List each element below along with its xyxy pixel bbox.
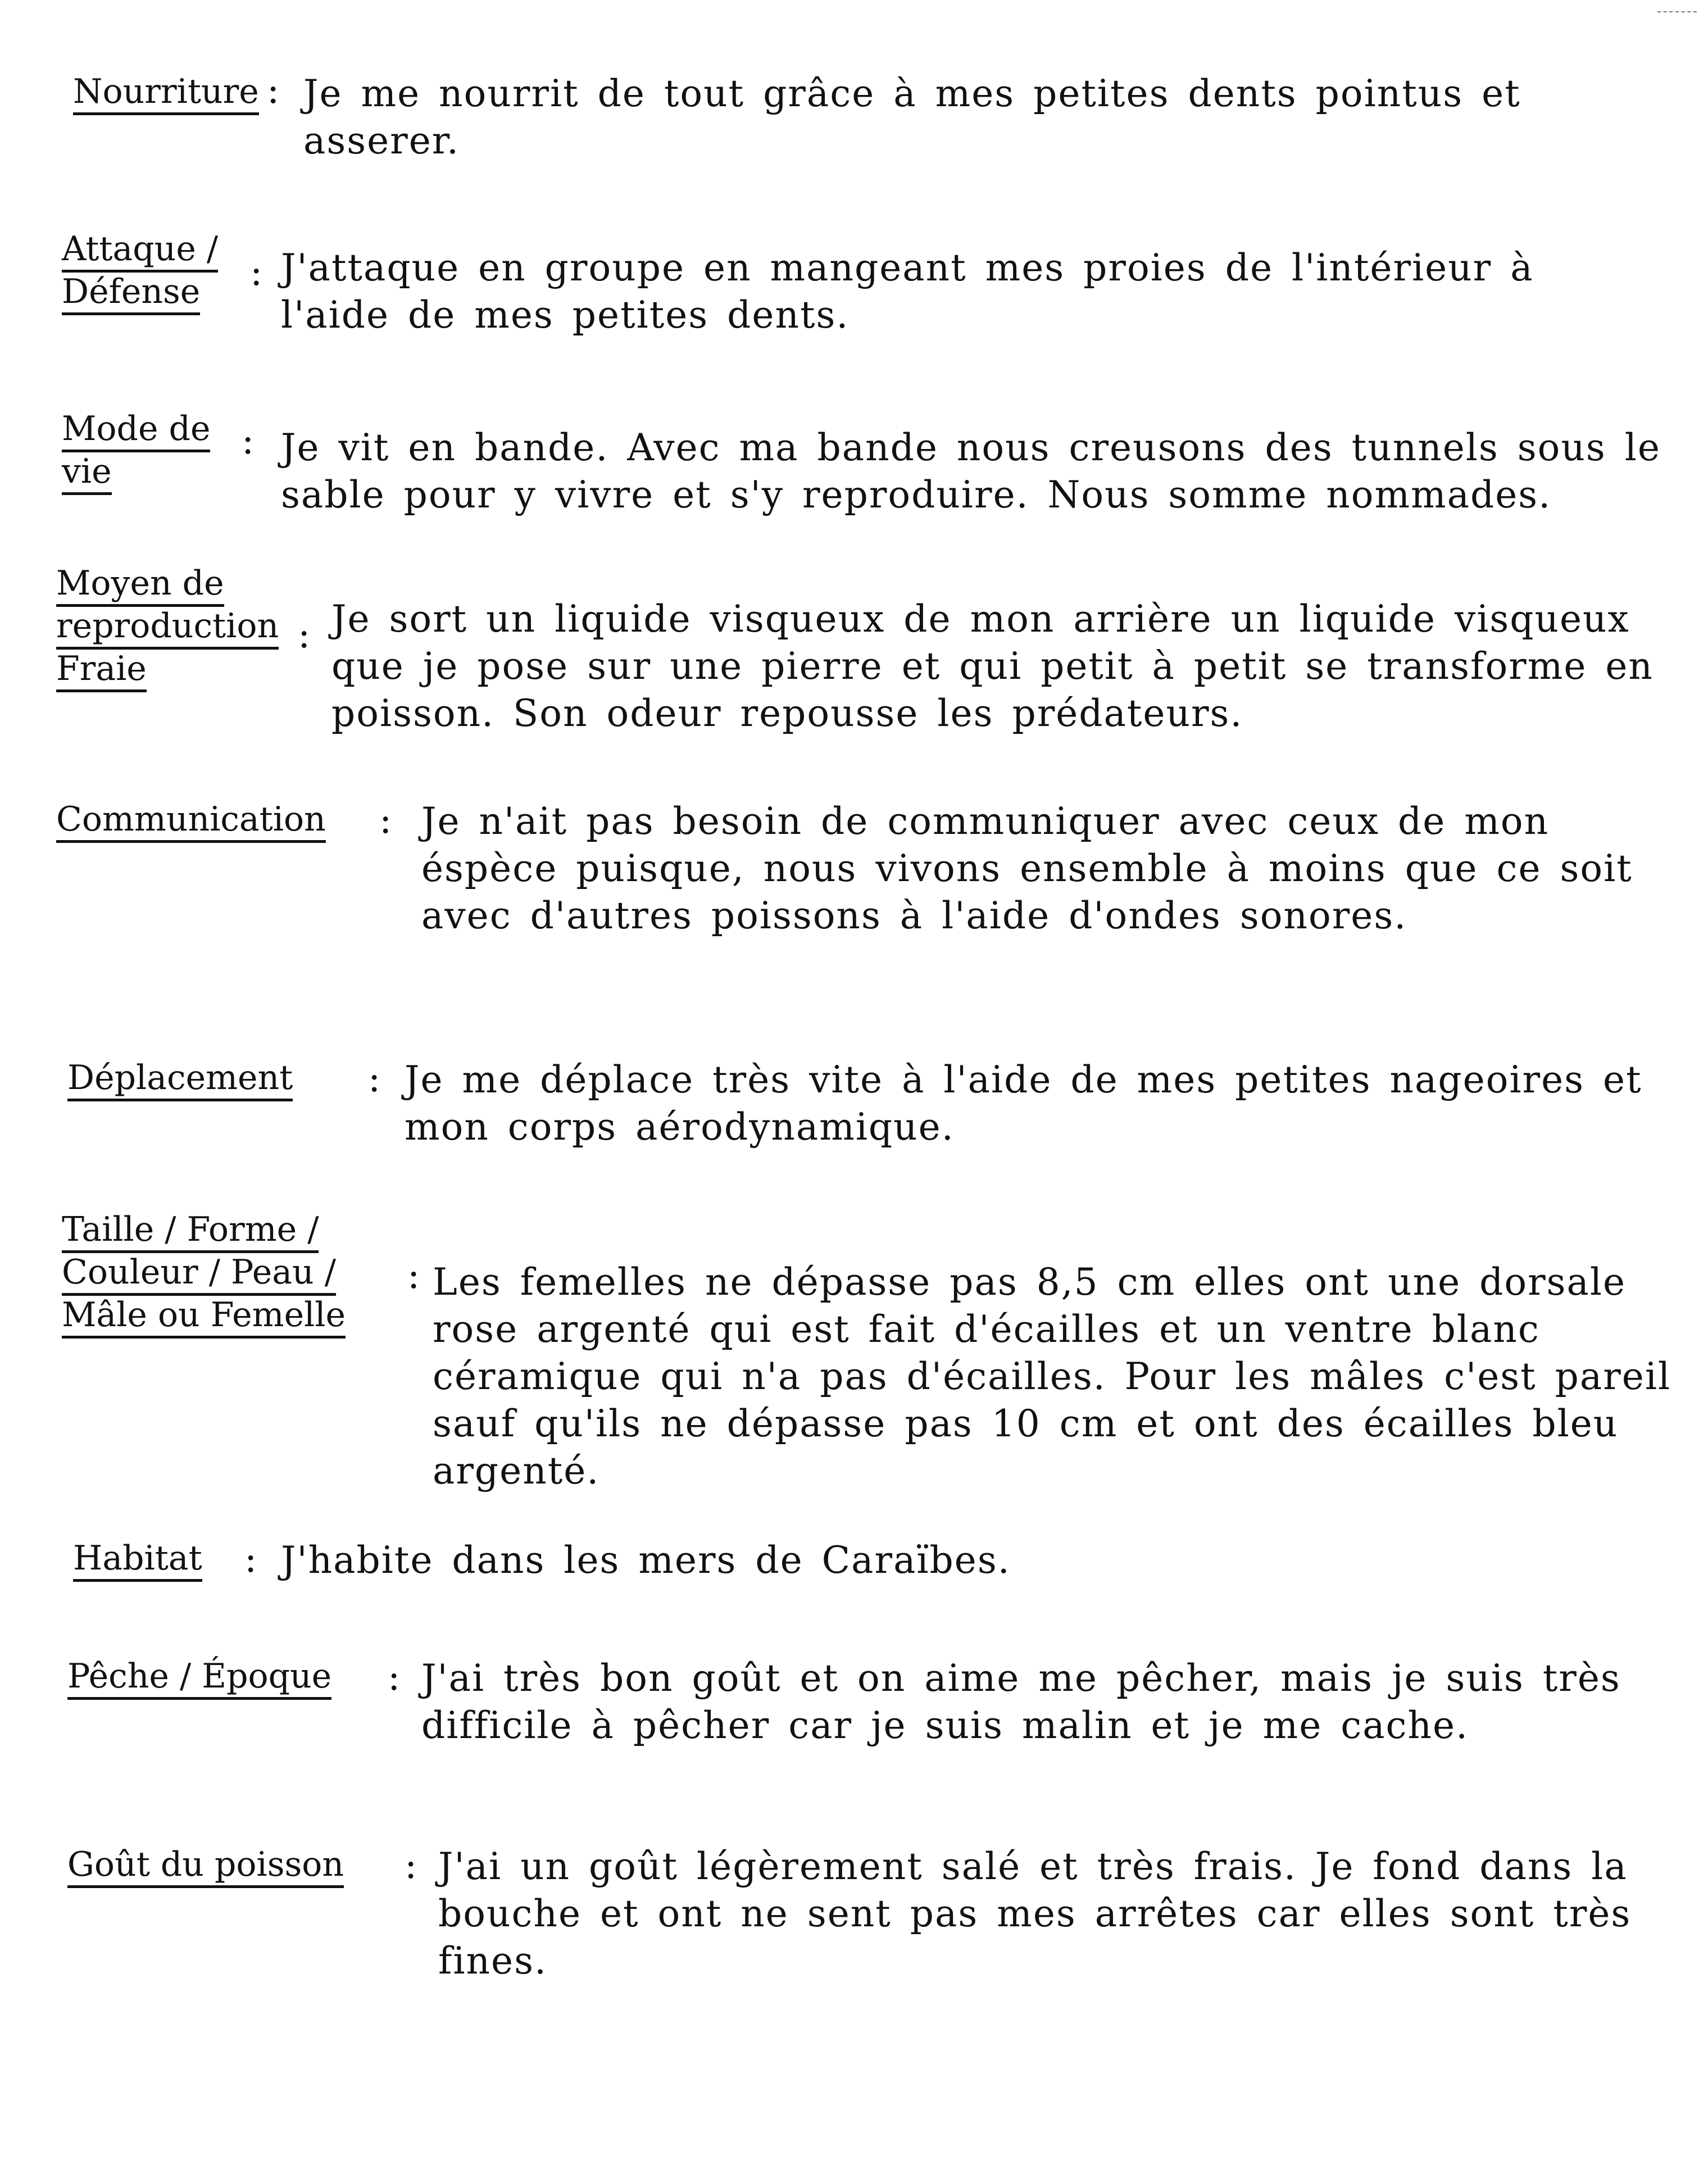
label-colon: :: [250, 251, 263, 294]
label-line: vie: [62, 452, 112, 495]
label-line: Moyen de: [56, 564, 224, 607]
label-colon: :: [407, 1254, 420, 1297]
entry-label: [56, 798, 326, 841]
entry-label: [67, 1655, 331, 1698]
label-line: Habitat: [73, 1539, 202, 1582]
page-corner-mark: [1657, 11, 1697, 16]
entry-label: [73, 1537, 202, 1580]
entry-text: Je vit en bande. Avec ma bande nous creusons des tunnels sous le sable pour y vivre et s'y reproduire. Nous somme nommades.: [281, 426, 1679, 516]
entry-text: J'ai très bon goût et on aime me pêcher, mais je suis très difficile à pêcher car je suis malin et je me cache.: [421, 1657, 1639, 1747]
entry-deplacement: [67, 1056, 1686, 1169]
label-line: Attaque /: [62, 229, 218, 273]
entry-gout-du-poisson: [67, 1843, 1686, 2012]
entry-label: [67, 1056, 293, 1099]
label-colon: :: [379, 799, 392, 842]
entry-communication: [56, 798, 1686, 1000]
label-line: reproduction: [56, 606, 279, 650]
label-line: Pêche / Époque: [67, 1657, 331, 1700]
label-line: Taille / Forme /: [62, 1210, 319, 1253]
entry-label: [62, 1208, 346, 1336]
entry-taille-forme-couleur: [62, 1208, 1690, 1512]
label-line: Mâle ou Femelle: [62, 1295, 346, 1339]
label-line: Couleur / Peau /: [62, 1253, 336, 1296]
label-colon: :: [368, 1057, 381, 1100]
label-line: Mode de: [62, 409, 210, 452]
entry-habitat: [73, 1537, 1686, 1604]
entry-peche-epoque: [67, 1655, 1686, 1812]
entry-text: Je n'ait pas besoin de communiquer avec ceux de mon éspèce puisque, nous vivons ensemble à moins que ce soit avec d'autres poissons à l'aide d'ondes sonores.: [421, 800, 1651, 937]
entry-text: J'ai un goût légèrement salé et très frais. Je fond dans la bouche et ont ne sent pas mes arrêtes car elles sont très fines.: [438, 1845, 1650, 1982]
label-colon: :: [267, 69, 280, 112]
label-colon: :: [405, 1844, 417, 1887]
label-line: Communication: [56, 800, 326, 843]
label-colon: :: [244, 1537, 257, 1581]
label-line: Nourriture: [73, 72, 259, 115]
label-colon: :: [388, 1655, 401, 1699]
entry-mode-de-vie: [62, 407, 1680, 554]
entry-label: [62, 407, 210, 493]
entry-text: Les femelles ne dépasse pas 8,5 cm elles ont une dorsale rose argenté qui est fait d'écailles et un ventre blanc céramique qui n'a pas d'écailles. Pour les mâles c'est pareil sauf qu'ils ne dépasse pas 10 cm et ont des écailles bleu argenté.: [433, 1260, 1690, 1492]
entry-nourriture: [73, 70, 1663, 183]
entry-text: Je sort un liquide visqueux de mon arrière un liquide visqueux que je pose sur une pierre et qui petit à petit se transforme en poisson. Son odeur repousse les prédateurs.: [331, 597, 1672, 735]
entry-label: [67, 1843, 344, 1886]
label-line: Défense: [62, 272, 200, 315]
entry-label: [56, 562, 279, 690]
entry-label: [73, 70, 259, 113]
label-colon: :: [298, 613, 311, 656]
label-line: Déplacement: [67, 1058, 293, 1101]
label-colon: :: [242, 419, 255, 462]
label-line: Goût du poisson: [67, 1845, 344, 1888]
entry-text: Je me nourrit de tout grâce à mes petites dents pointus et asserer.: [303, 72, 1539, 162]
entry-text: J'attaque en groupe en mangeant mes proies de l'intérieur à l'aide de mes petites dents.: [281, 246, 1552, 337]
entry-reproduction: [56, 562, 1680, 775]
entry-label: [62, 228, 218, 313]
label-line: Fraie: [56, 649, 147, 692]
entry-attaque-defense: [62, 228, 1663, 357]
entry-text: J'habite dans les mers de Caraïbes.: [281, 1539, 1011, 1582]
entry-text: Je me déplace très vite à l'aide de mes petites nageoires et mon corps aérodynamique.: [405, 1058, 1661, 1149]
